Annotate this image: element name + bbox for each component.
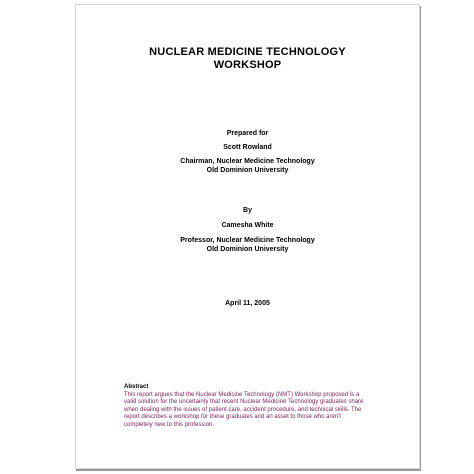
abstract-line: valid solution for the uncertainty that recent Nuclear Medicine Technology graduates share	[124, 399, 364, 405]
abstract-line: when dealing with the issues of patient care, accident procedure, and technical skills. The	[124, 406, 362, 413]
abstract-section	[124, 384, 374, 429]
abstract-line: completely new to this profession.	[124, 421, 215, 428]
author-org: Old Dominion University	[206, 246, 289, 253]
document-date: April 11, 2005	[225, 300, 270, 307]
author-block	[76, 206, 419, 254]
document-title-line-1: NUCLEAR MEDICINE TECHNOLOGY	[149, 46, 346, 58]
abstract-line: report describes a workshop for these graduates and an asset to those who aren't	[124, 414, 341, 420]
document-page	[75, 4, 420, 469]
author-title: Professor, Nuclear Medicine Technology	[180, 237, 315, 244]
abstract-line: This report argues that the Nuclear Medicine Technology (NMT) Workshop proposed is a	[124, 391, 360, 398]
abstract-heading: Abstract	[124, 384, 149, 390]
author-name: Camesha White	[221, 222, 274, 229]
prepared-for-block	[76, 129, 419, 175]
abstract-body	[124, 392, 374, 430]
document-title-line-2: WORKSHOP	[213, 59, 282, 71]
prepared-for-label: Prepared for	[226, 130, 269, 137]
by-label: By	[243, 207, 252, 214]
recipient-name: Scott Rowland	[223, 144, 272, 151]
recipient-title: Chairman, Nuclear Medicine Technology	[180, 158, 315, 165]
recipient-org: Old Dominion University	[206, 167, 289, 174]
